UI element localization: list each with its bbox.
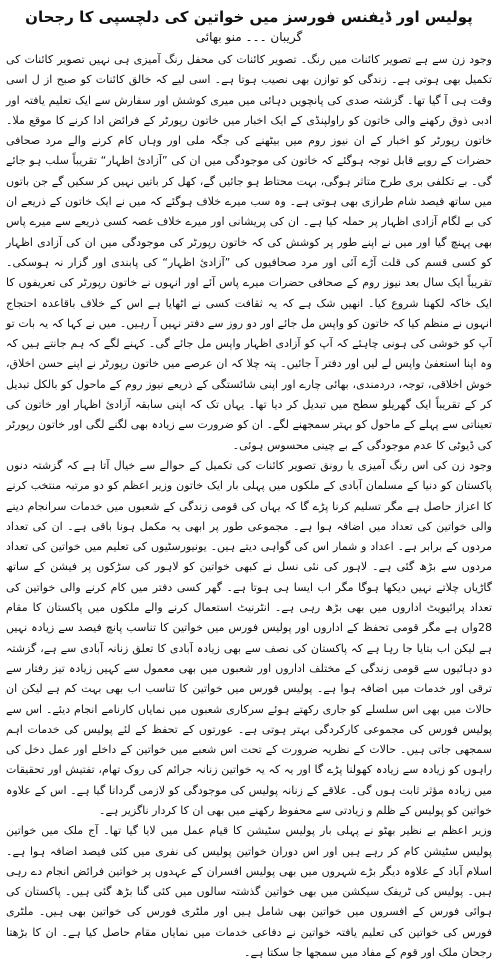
paragraph: وزیر اعظم بے نظیر بھٹو نے پہلی بار پولیس سٹیشن کا قیام عمل میں لایا گیا تھا۔ آج ملک میں خواتین پولیس سٹیشن کام کر رہے ہیں اور اس دوران خواتین پولیس کی نفری میں کئی فیصد اضافہ ہوا ہے۔ اسلام آباد کے علاوہ دیگر بڑے شہروں میں بھی پولیس افسران کے عہدوں پر خواتین فرائض انجام دے رہی ہیں۔ پولیس کی ٹریفک سیکشن میں بھی خواتین گذشتہ سالوں میں کئی گنا بڑھ گئی ہیں۔ پاکستان کی ہوائی فورس کے افسروں میں خواتین بھی شامل ہیں اور ملٹری فورس کی خواتین بھی ہیں۔ ملٹری فورس کی خواتین کی تعلیم یافتہ خواتین نے دفاعی خدمات میں نمایاں مقام حاصل کیا ہے۔ ان کا بڑھتا رجحان ملک اور قوم کے مفاد میں سمجھا جا سکتا ہے۔ bbox=[6, 824, 492, 960]
article-byline: گریبان ۔۔۔ منو بھائی bbox=[195, 30, 303, 44]
paragraph: وجود زن کی اس رنگ آمیزی یا رونق تصویر کائنات کی تکمیل کے حوالے سے خیال آتا ہے کہ گزشتہ دنوں پاکستان کو دنیا کے مسلمان آبادی کے ملکوں میں پہلی بار ایک خاتون وزیر اعظم کو دو مرتبہ منتخب کرنے کا اعزاز حاصل ہے مگر تسلیم کرنا پڑے گا کہ یہاں کی قومی زندگی کے شعبوں میں خدمات سرانجام دینے والی خواتین کی تعداد میں اضافہ ہوا ہے۔ مجموعی طور پر ابھی یہ مکمل ہونا باقی ہے۔ ان کی تعداد مردوں کے برابر ہے۔ اعداد و شمار اس کی گواہی دیتے ہیں۔ یونیورسٹیوں کی تعلیم میں خواتین کی تعداد مردوں سے بڑھ گئی ہے۔ لاہور کی نئی نسل نے کبھی خواتین کو لاہور کی سڑکوں پر فیشن کے ساتھ گاڑیاں چلاتے نہیں دیکھا ہوگا مگر اب ایسا ہی ہوتا ہے۔ گھر کسی دفتر میں کام کرنے والی خواتین کی تعداد پرائیویٹ اداروں میں بھی بڑھ رہی ہے۔ انٹرنیٹ استعمال کرنے والے ملکوں میں پاکستان کا مقام 28واں ہے مگر قومی تحفظ کے اداروں اور پولیس فورس میں خواتین کا تناسب پانچ فیصد سے زیادہ نہیں ہے لیکن اب بتایا جا رہا ہے کہ پاکستان کی نصف سے بھی زیادہ آبادی کا تعلق زنانہ آبادی سے ہے، گزشتہ دو دہائیوں سے قومی زندگی کے مختلف اداروں اور شعبوں میں بھی معمول سے کہیں زیادہ تیز رفتار سے ترقی اور خدمات میں اضافہ ہوا ہے۔ پولیس فورس میں خواتین کا تناسب اب بھی بہت کم ہے لیکن ان حالات میں بھی اس سلسلے کو جاری رکھتے ہوئے سرکاری شعبوں میں نمایاں کارنامے انجام دیئے۔ اس سے پولیس فورس کی مجموعی کارکردگی بہتر ہوتی ہے۔ عورتوں کے تحفظ کے لئے پولیس کی خدمات اہم سمجھی جاتی ہیں۔ حالات کے نظریہ ضرورت کے تحت اس شعبے میں خواتین کے داخلے اور عمل دخل کی راہوں کو زیادہ سے زیادہ کھولنا پڑے گا اور یہ کہ یہ خواتین زنانہ جرائم کی روک تھام، تفتیش اور تحقیقات میں زیادہ مؤثر ثابت ہوں گی۔ علاقے کے زنانہ پولیس کی موجودگی کو لازمی گردانا گیا ہے۔ اس کے علاوہ خواتین کو پولیس کے ظلم و زیادتی سے محفوظ رکھنے میں بھی ان کا کردار ناگزیر ہے۔ bbox=[6, 458, 492, 817]
paragraph: وجود زن سے ہے تصویر کائنات میں رنگ۔ تصویر کائنات کی محفل رنگ آمیزی ہی نہیں تصویر کائنات کی تکمیل بھی ہوتی ہے۔ زندگی کو توازن بھی نصیب ہوتا ہے۔ اسی لیے کہ خالق کائنات کو صبح از ل اسی وقت ہی آ گیا تھا۔ گزشتہ صدی کی پانچویں دہائی میں میری کوشش اور سفارش سے ایک تعلیم یافتہ اور ادبی ذوق رکھنے والی خاتون کو راولپنڈی کے ایک اخبار میں خاتون رپورٹر کے فرائض ادا کرنے کا موقع ملا۔ خاتون رپورٹر کو اخبار کے ان نیوز روم میں بیٹھنے کی جگہ ملی اور وہاں کام کرنے والے مرد صحافی حضرات کے رویے قابل توجہ ہوگئے کہ خاتون کی موجودگی میں ان کی ”آزادئ اظہار“ تقریباً سلب ہو جائے گی۔ بے تکلفی بری طرح متاثر ہوگی، بہت محتاط ہو جائیں گے، کھل کر باتیں نہیں کر سکیں گے جن باتوں میں ساتھ فیصد شام طرازی بھی ہوتی ہے۔ وہ سب میرے خلاف ہوگئے کہ میں نے ایک خاتون کے ذریعے ان کی بے لگام آزادی اظہار پر حملہ کیا ہے۔ ان کی پریشانی اور میرے خلاف غصہ کسی ذریعے سے میرے پاس بھی پہنچ گیا اور میں نے اپنے طور پر کوشش کی کہ خاتون رپورٹر کی موجودگی میں ان کی آزادی اظہار کو کسی قسم کی قلت آڑے آئی اور مرد صحافیوں کی ”آزادئ اظہار“ کی پابندی اور گزار نہ ہوسکی۔ تقریباً ایک سال بعد نیوز روم کے صحافی حضرات میرے پاس آئے اور انہوں نے خاتون رپورٹر کی تعریفوں کا ایک خاکہ لکھنا شروع کیا۔ انھیں شک ہے کہ یہ ثقافت کسی نے اٹھایا ہے اس کے خلاف باقاعدہ احتجاج انہوں نے منظم کیا کہ خاتون کو واپس مل جائے اور دو روز سے دفتر نہیں آ رہیں۔ میں نے کہا کہ یہ بات تو آپ کو خوشی کی ہونی چاہئے کہ آپ کو آزادی اظہار واپس مل جائے گی۔ کہنے لگے کہ ہم جانتے ہیں کہ وہ اپنا استعفیٰ واپس لے لیں اور دفتر آ جائیں۔ پتہ چلا کہ ان عرصے میں خاتون رپورٹر نے اپنے حسن اخلاق، خوش اخلاقی، توجہ، دردمندی، بھائی چارے اور اپنی شائستگی کے ذریعے نیوز روم کے ماحول کو بالکل تبدیل کر کے تقریباً ایک گھریلو سطح میں تبدیل کر دیا تھا۔ یہاں تک کہ اپنی سابقہ آزادئ اظہار اور خاتون کی تعیناتی سے پہلے کے ماحول کو بہتر سمجھنے لگے۔ ان کو ضرورت سے زیادہ بھی لگنے لگی اور خاتون رپورٹر کی ڈیوٹی کا عدم موجودگی کے بے چینی محسوس ہوئی۔ bbox=[6, 53, 492, 452]
article-body bbox=[6, 50, 492, 963]
article-title: پولیس اور ڈیفنس فورسز میں خواتین کی دلچسپی کا رجحان bbox=[25, 8, 473, 26]
